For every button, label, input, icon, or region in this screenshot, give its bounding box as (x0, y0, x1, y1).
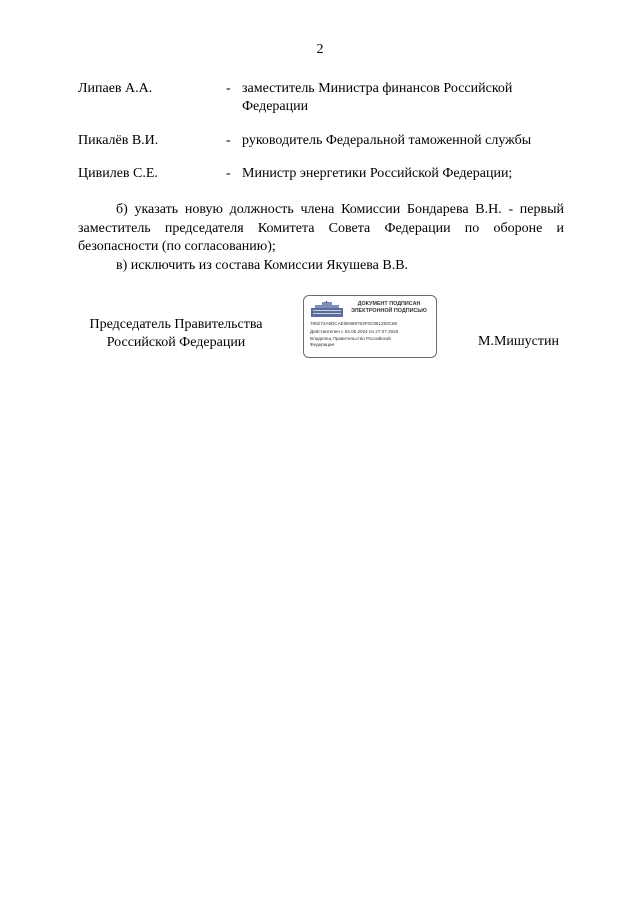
member-name: Липаев А.А. (78, 81, 153, 96)
paragraph-b: б) указать новую должность члена Комиссии Бондарева В.Н. - первый заместитель председателя Комитета Совета Федерации по обороне и безопасности (по согласованию); (78, 202, 564, 254)
member-name: Пикалёв В.И. (78, 133, 159, 148)
electronic-signature-stamp (303, 295, 437, 358)
stamp-owner-line2: Федерации (310, 342, 335, 347)
member-name: Цивилев С.Е. (78, 166, 158, 181)
signer-title (62, 316, 290, 352)
page-number: 2 (316, 42, 324, 57)
paragraph-v: в) исключить из состава Комиссии Якушева В.В. (116, 258, 409, 273)
stamp-owner-line1: Владелец Правительство Российской (310, 336, 391, 341)
member-dash: - (226, 166, 231, 181)
member-position: руководитель Федеральной таможенной службы (242, 133, 532, 148)
member-position: Министр энергетики Российской Федерации; (242, 166, 513, 181)
member-dash: - (226, 81, 231, 96)
stamp-validity: Действителен с 03.05.2024 по 27.07.2025 (310, 329, 399, 334)
government-building-icon (310, 301, 344, 318)
stamp-certificate: 788274A9DCAE0E998783F0C861250C86 (310, 321, 398, 326)
member-dash: - (226, 133, 231, 148)
signer-title-line1: Председатель Правительства (89, 317, 263, 332)
stamp-title-line2: ЭЛЕКТРОННОЙ ПОДПИСЬЮ (351, 307, 427, 314)
stamp-title-line1: ДОКУМЕНТ ПОДПИСАН (357, 301, 421, 307)
signer-title-line2: Российской Федерации (106, 335, 246, 350)
signer-name: М.Мишустин (478, 334, 559, 349)
stamp-title (344, 301, 434, 314)
member-position: заместитель Министра финансов Российской Федерации (242, 81, 513, 114)
